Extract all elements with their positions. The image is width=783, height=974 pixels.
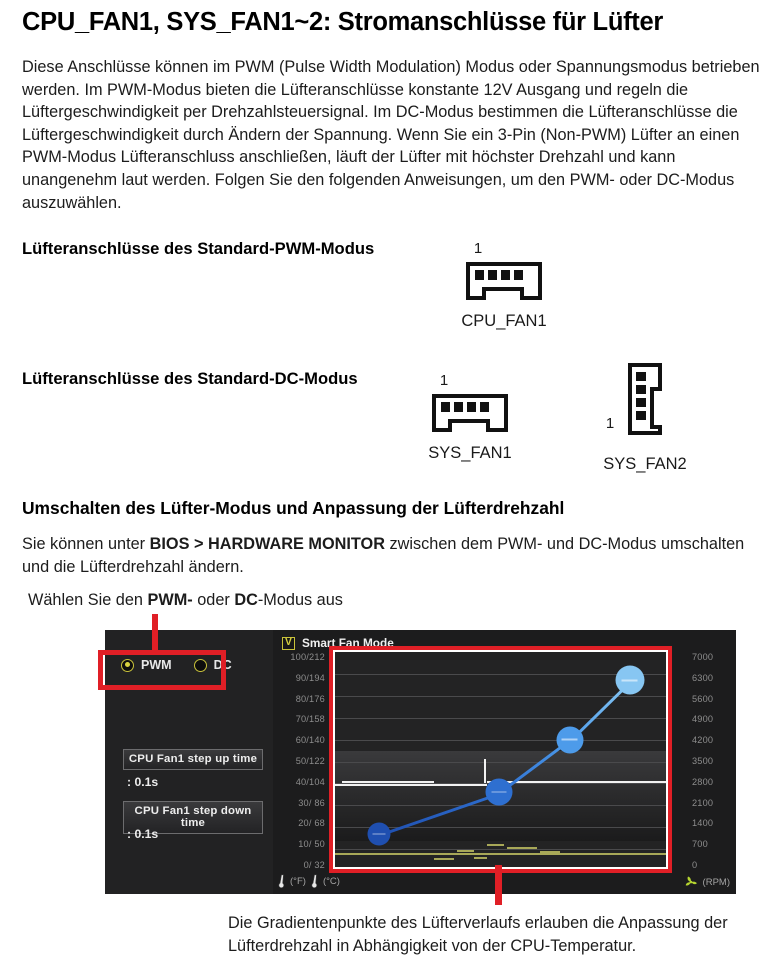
fan-speed-variation xyxy=(457,850,474,852)
fan-speed-variation xyxy=(540,851,560,853)
annotation-pointer-line-bottom xyxy=(495,865,502,905)
y-tick-right: 2100 xyxy=(692,797,714,808)
pin-1-label: 1 xyxy=(439,372,449,389)
y-tick-left: 20/ 68 xyxy=(298,818,325,829)
smart-fan-mode-label: Smart Fan Mode xyxy=(302,636,394,650)
y-tick-left: 0/ 32 xyxy=(303,860,325,870)
connector-pins xyxy=(636,372,646,420)
celsius-label: (°C) xyxy=(322,876,340,887)
y-tick-left: 90/194 xyxy=(295,672,325,683)
cpu-fan1-step-up-time-button[interactable]: CPU Fan1 step up time xyxy=(123,749,263,770)
y-tick-right: 4900 xyxy=(692,714,714,725)
bios-note-part2: zwischen dem PWM- und DC-Modus umschalten und die Lüfterdrehzahl ändern. xyxy=(22,535,745,576)
chart-inner-frame xyxy=(333,650,668,869)
bios-left-pane xyxy=(105,630,274,894)
fan-speed-history-trace xyxy=(335,853,666,855)
bios-path-bold: BIOS > HARDWARE MONITOR xyxy=(149,535,385,553)
connector-pins xyxy=(441,402,499,412)
connector-pins xyxy=(475,270,533,280)
temperature-history-trace xyxy=(335,784,487,786)
y-tick-right: 4200 xyxy=(692,735,714,746)
connector-icon-horizontal xyxy=(466,262,542,300)
y-tick-left: 50/122 xyxy=(295,756,325,766)
radio-pwm-label: PWM xyxy=(141,658,172,672)
chart-y-axis-right xyxy=(686,652,736,870)
bios-section-heading: Umschalten des Lüfter-Modus und Anpassung der Lüfterdrehzahl xyxy=(22,498,565,518)
y-tick-left: 80/176 xyxy=(295,693,325,704)
checkbox-icon[interactable]: V xyxy=(282,637,295,650)
connector-notch xyxy=(650,387,662,429)
cpu-fan1-step-up-time-value: : 0.1s xyxy=(127,775,159,789)
fan-speed-variation xyxy=(474,857,487,859)
y-tick-right: 5600 xyxy=(692,693,714,704)
intro-paragraph: Diese Anschlüsse können im PWM (Pulse Width Modulation) Modus oder Spannungsmodus betrieben werden. Im PWM-Modus bieten die Lüfteranschlüsse konstante 12V Ausgang und regeln die Lüftergeschwindigkeit per Drehzahlsteuersignal. Im DC-Modus bestimmen die Lüfteranschlüsse die Lüftergeschwindigkeit durch Ändern der Spannung. Wenn Sie ein 3-Pin (Non-PWM) Lüfter an einen PWM-Modus Lüfteranschluss anschließen, läuft der Lüfter mit höchster Drehzahl und kann unangenehm laut werden. Folgen Sie den folgenden Anweisungen, um den PWM- oder DC-Modus auszuwählen. xyxy=(22,58,760,212)
y-tick-left: 70/158 xyxy=(295,714,325,725)
y-tick-right: 6300 xyxy=(692,672,714,683)
temperature-history-trace xyxy=(342,781,435,783)
chart-gridline xyxy=(335,849,666,850)
y-tick-left: 30/ 86 xyxy=(298,797,325,808)
fan-speed-variation xyxy=(487,844,504,846)
chart-plot-area[interactable] xyxy=(335,652,666,867)
connector-name-label: CPU_FAN1 xyxy=(461,312,547,330)
chart-caption: Die Gradientenpunkte des Lüfterverlaufs erlauben die Anpassung der Lüfterdrehzahl in Abhängigkeit von der CPU-Temperatur. xyxy=(228,914,728,955)
rpm-legend xyxy=(684,875,730,889)
y-tick-right: 1400 xyxy=(692,818,714,829)
select-note-dc: DC xyxy=(234,591,258,609)
fan-speed-variation xyxy=(434,858,454,860)
pwm-mode-heading: Lüfteranschlüsse des Standard-PWM-Modus xyxy=(22,239,375,258)
thermometer-icon xyxy=(310,874,319,889)
y-tick-right: 3500 xyxy=(692,756,714,766)
fan-speed-variation xyxy=(507,847,537,849)
radio-dc[interactable] xyxy=(194,659,207,672)
connector-icon-vertical xyxy=(628,363,662,435)
select-note-part3: -Modus aus xyxy=(257,591,343,609)
cpu-fan1-step-down-time-value: : 0.1s xyxy=(127,827,159,841)
fan-curve-gradient-point-4[interactable] xyxy=(615,666,644,695)
bios-note-part1: Sie können unter xyxy=(22,535,150,553)
fahrenheit-label: (°F) xyxy=(290,876,306,887)
y-tick-right: 700 xyxy=(692,839,708,850)
fan-curve-gradient-point-3[interactable] xyxy=(556,726,583,753)
cpu-fan1-step-down-time-button[interactable]: CPU Fan1 step down time xyxy=(123,801,263,834)
y-tick-right: 2800 xyxy=(692,776,714,787)
thermometer-icon xyxy=(277,874,286,889)
connector-icon-horizontal xyxy=(432,394,508,432)
temperature-legend xyxy=(277,874,340,889)
fan-curve-gradient-point-1[interactable] xyxy=(367,822,390,845)
chart-gridline xyxy=(335,762,666,763)
radio-pwm[interactable] xyxy=(121,659,134,672)
page-title: CPU_FAN1, SYS_FAN1~2: Stromanschlüsse für Lüfter xyxy=(22,8,663,36)
connector-name-label: SYS_FAN2 xyxy=(603,455,687,473)
y-tick-right: 7000 xyxy=(692,652,714,662)
fan-curve-gradient-point-2[interactable] xyxy=(486,779,513,806)
chart-gridline xyxy=(335,718,666,719)
y-tick-right: 0 xyxy=(692,860,698,870)
chart-gridline xyxy=(335,740,666,741)
fan-curve-chart[interactable] xyxy=(329,646,672,873)
bios-note xyxy=(22,533,770,578)
fan-mode-radio-group xyxy=(121,658,232,672)
bios-right-pane xyxy=(273,630,736,894)
select-note-part2: oder xyxy=(192,591,235,609)
bios-screenshot-panel xyxy=(105,630,736,894)
select-note-pwm: PWM- xyxy=(147,591,193,609)
rpm-label: (RPM) xyxy=(702,876,730,888)
select-mode-note xyxy=(28,591,343,610)
connector-notch xyxy=(448,419,490,432)
radio-dc-label: DC xyxy=(213,658,232,672)
pin-1-label: 1 xyxy=(473,240,483,257)
connector-notch xyxy=(482,287,524,300)
y-tick-left: 40/104 xyxy=(295,776,325,787)
chart-y-axis-left xyxy=(273,652,329,870)
y-tick-left: 100/212 xyxy=(290,652,325,662)
select-note-part1: Wählen Sie den xyxy=(28,591,148,609)
pin-1-label: 1 xyxy=(605,415,615,432)
y-tick-left: 60/140 xyxy=(295,735,325,746)
y-tick-left: 10/ 50 xyxy=(298,839,325,850)
dc-mode-heading: Lüfteranschlüsse des Standard-DC-Modus xyxy=(22,369,358,388)
connector-name-label: SYS_FAN1 xyxy=(428,444,512,462)
annotation-pointer-line-top xyxy=(152,614,158,652)
fan-icon xyxy=(684,875,698,889)
temperature-spike xyxy=(484,759,486,783)
